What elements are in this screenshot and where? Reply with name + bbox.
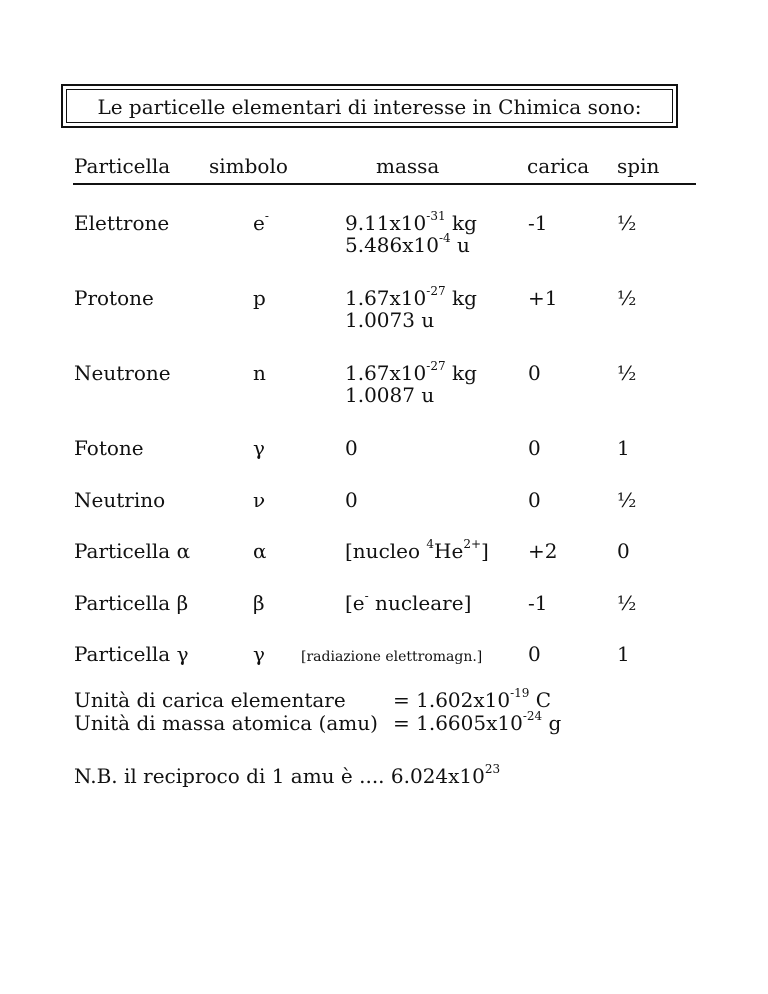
header-massa: massa: [376, 154, 440, 178]
row-name-fotone: Fotone: [74, 436, 144, 460]
row-name-alpha: Particella α: [74, 539, 191, 563]
note-mass-label: Unità di massa atomica (amu): [74, 711, 378, 735]
row-mass-beta: [e- nucleare]: [345, 589, 472, 615]
row-symbol-elettrone: e-: [253, 209, 269, 235]
row-symbol-fotone: γ: [253, 436, 265, 460]
header-simbolo: simbolo: [209, 154, 288, 178]
row-mass-kg-elettrone: $9.11x10^{-31}$ kg: [345, 209, 477, 235]
row-name-neutrino: Neutrino: [74, 488, 166, 512]
row-spin-gamma: 1: [617, 642, 630, 666]
note-nb: N.B. il reciproco di 1 amu è .... $6.024x10^{23}$: [74, 762, 501, 788]
row-charge-elettrone: -1: [528, 211, 548, 235]
row-symbol-neutrone: n: [253, 361, 266, 385]
header-divider: [73, 183, 696, 185]
row-charge-neutrino: 0: [528, 488, 541, 512]
header-spin: spin: [617, 154, 660, 178]
row-name-neutrone: Neutrone: [74, 361, 171, 385]
row-mass-u-elettrone: $5.486x10^{-4}$ u: [345, 231, 470, 257]
row-symbol-neutrino: ν: [253, 488, 266, 512]
row-mass-u-protone: 1.0073 u: [345, 308, 435, 332]
row-charge-protone: +1: [528, 286, 558, 310]
row-mass-u-neutrone: 1.0087 u: [345, 383, 435, 407]
row-charge-fotone: 0: [528, 436, 541, 460]
page-title: Le particelle elementari di interesse in Chimica sono:: [97, 95, 642, 119]
row-spin-fotone: 1: [617, 436, 630, 460]
header-carica: carica: [527, 154, 590, 178]
row-mass-fotone: 0: [345, 436, 358, 460]
row-spin-elettrone: ½: [617, 211, 637, 235]
row-mass-gamma: [radiazione elettromagn.]: [301, 649, 483, 665]
row-spin-protone: ½: [617, 286, 637, 310]
row-spin-beta: ½: [617, 591, 637, 615]
note-charge-value: = $1.602x10^{-19}$ C: [393, 686, 552, 712]
title-box: [61, 84, 678, 128]
header-particella: Particella: [74, 154, 171, 178]
row-mass-alpha: [nucleo $^4He^{2+}$]: [345, 537, 489, 563]
row-name-gamma: Particella γ: [74, 642, 189, 666]
row-spin-neutrone: ½: [617, 361, 637, 385]
note-mass-value: = $1.6605x10^{-24}$ g: [393, 709, 562, 735]
row-charge-neutrone: 0: [528, 361, 541, 385]
row-symbol-gamma: γ: [253, 642, 265, 666]
row-mass-kg-protone: $1.67x10^{-27}$ kg: [345, 284, 477, 310]
row-name-elettrone: Elettrone: [74, 211, 170, 235]
row-symbol-alpha: α: [253, 539, 267, 563]
row-mass-neutrino: 0: [345, 488, 358, 512]
row-spin-neutrino: ½: [617, 488, 637, 512]
row-spin-alpha: 0: [617, 539, 630, 563]
row-charge-beta: -1: [528, 591, 548, 615]
row-mass-kg-neutrone: $1.67x10^{-27}$ kg: [345, 359, 477, 385]
row-name-protone: Protone: [74, 286, 154, 310]
row-charge-alpha: +2: [528, 539, 558, 563]
row-symbol-protone: p: [253, 286, 266, 310]
row-charge-gamma: 0: [528, 642, 541, 666]
row-symbol-beta: β: [253, 591, 265, 615]
row-name-beta: Particella β: [74, 591, 189, 615]
note-charge-label: Unità di carica elementare: [74, 688, 346, 712]
